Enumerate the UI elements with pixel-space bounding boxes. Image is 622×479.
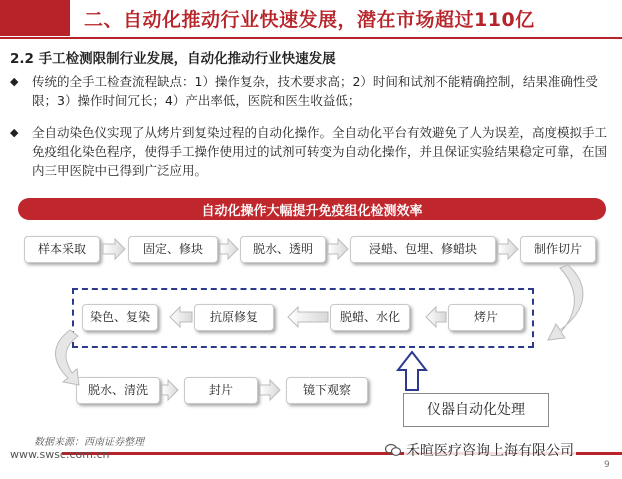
curved-down-arrow-icon bbox=[56, 330, 80, 385]
footer-url: www.swsc.com.cn bbox=[10, 448, 110, 461]
left-arrow-icon bbox=[426, 307, 446, 327]
right-arrow-icon bbox=[220, 239, 238, 259]
diamond-bullet-icon: ◆ bbox=[10, 75, 19, 88]
section-heading: 2.2 手工检测限制行业发展，自动化推动行业快速发展 bbox=[10, 51, 336, 67]
right-arrow-icon bbox=[162, 380, 178, 400]
watermark-text: 禾暄医疗咨询上海有限公司 bbox=[404, 440, 576, 460]
step-box: 制作切片 bbox=[520, 236, 596, 263]
step-box: 镜下观察 bbox=[286, 377, 368, 404]
step-box: 固定、修块 bbox=[128, 236, 218, 263]
automation-process-label: 仪器自动化处理 bbox=[403, 393, 549, 427]
wechat-icon bbox=[385, 443, 401, 457]
diagram-banner-label: 自动化操作大幅提升免疫组化检测效率 bbox=[201, 204, 423, 219]
up-arrow-icon bbox=[398, 352, 426, 390]
right-arrow-icon bbox=[498, 239, 518, 259]
step-box: 浸蜡、包埋、修蜡块 bbox=[350, 236, 496, 263]
page-number: 9 bbox=[604, 460, 610, 470]
step-box: 脱水、透明 bbox=[240, 236, 326, 263]
step-box: 脱水、清洗 bbox=[76, 377, 160, 404]
data-source-note: 数据来源：西南证券整理 bbox=[34, 437, 144, 448]
step-box: 烤片 bbox=[448, 304, 524, 331]
right-arrow-icon bbox=[260, 380, 280, 400]
step-box: 染色、复染 bbox=[82, 304, 158, 331]
left-arrow-icon bbox=[170, 307, 192, 327]
left-arrow-icon bbox=[288, 307, 328, 327]
bullet-text: 传统的全手工检查流程缺点：1）操作复杂，技术要求高；2）时间和试剂不能精确控制，结果准确性受限；3）操作时间冗长；4）产出率低，医院和医生收益低； bbox=[32, 74, 598, 108]
right-arrow-icon bbox=[328, 239, 348, 259]
page-title: 二、自动化推动行业快速发展，潜在市场超过110亿 bbox=[84, 9, 535, 31]
curved-down-arrow-icon bbox=[548, 265, 583, 340]
step-box: 样本采取 bbox=[24, 236, 100, 263]
step-box: 脱蜡、水化 bbox=[330, 304, 410, 331]
step-box: 封片 bbox=[184, 377, 258, 404]
step-box: 抗原修复 bbox=[194, 304, 274, 331]
right-arrow-icon bbox=[103, 239, 125, 259]
diamond-bullet-icon: ◆ bbox=[10, 126, 19, 139]
bullet-text: 全自动染色仪实现了从烤片到复染过程的自动化操作。全自动化平台有效避免了人为误差，高度模拟手工免疫组化染色程序，使得手工操作使用过的试剂可转变为自动化操作，并且保证实验结果稳定可靠，在国内三甲医院中已得到广泛应用。 bbox=[32, 125, 608, 178]
